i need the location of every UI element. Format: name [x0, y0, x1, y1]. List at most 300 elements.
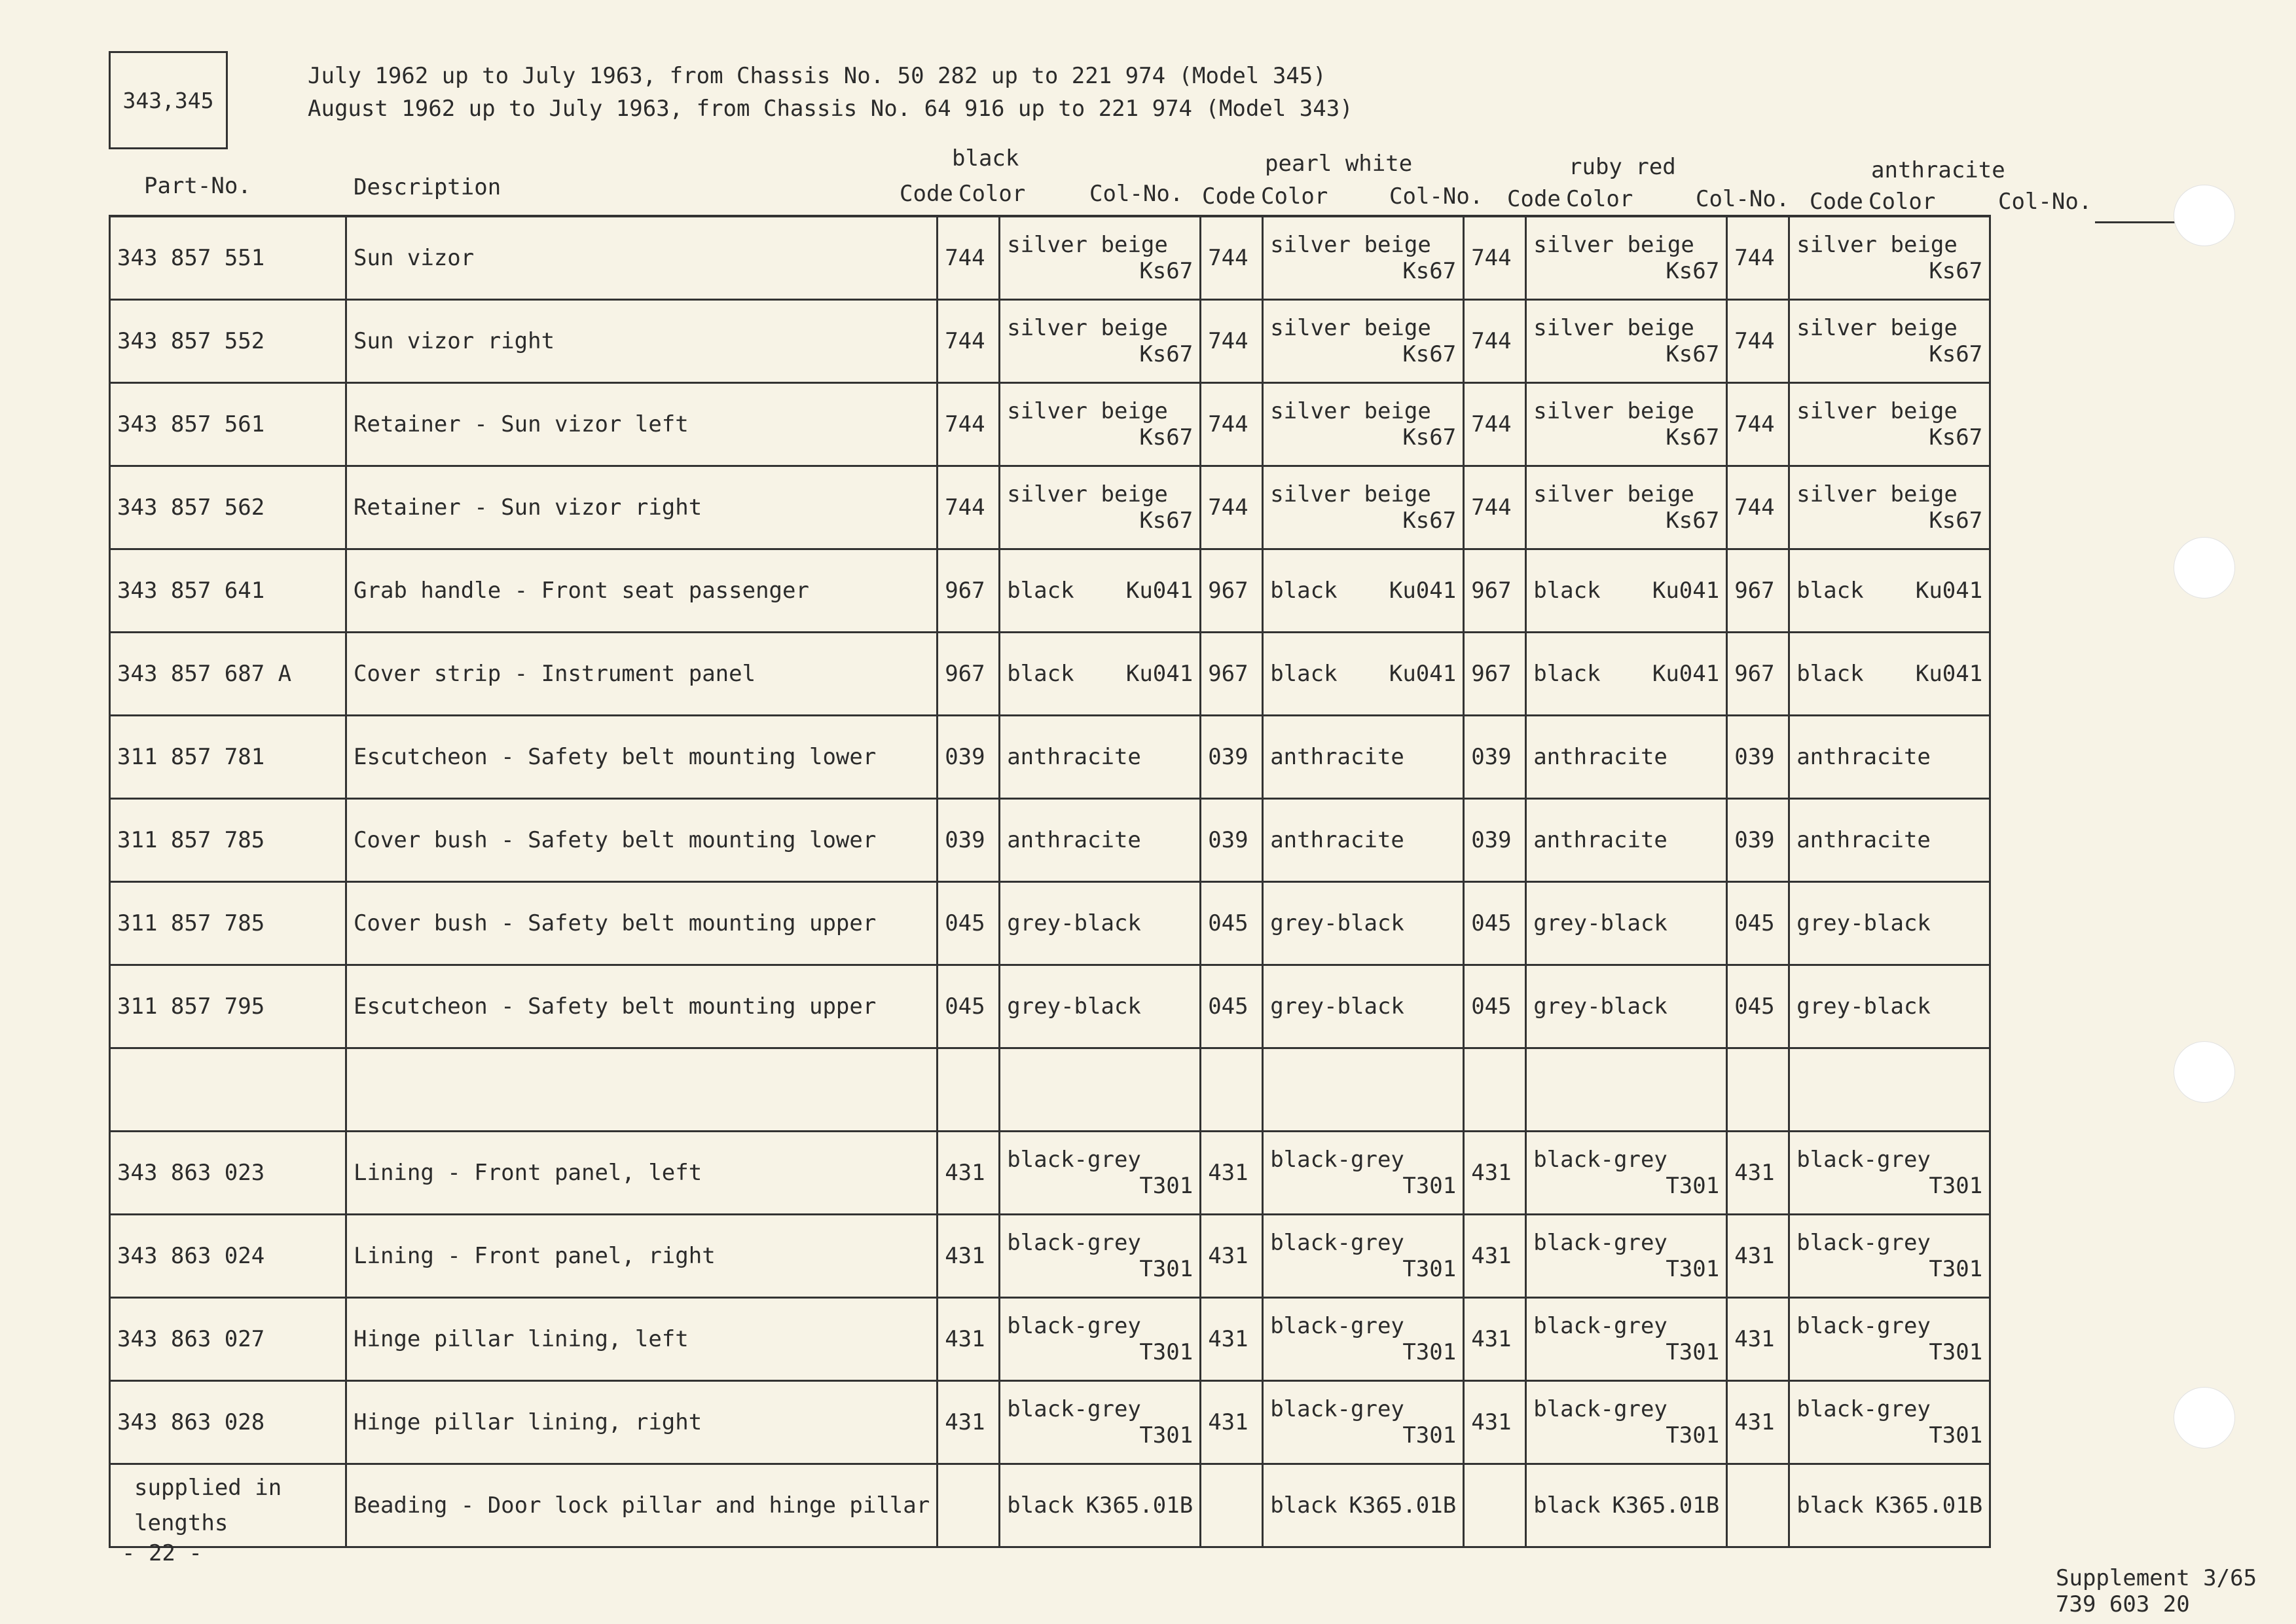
- model-number-box: [109, 51, 228, 149]
- part-number-cell: 343 857 561: [110, 383, 346, 466]
- table-row: [110, 1298, 1990, 1381]
- code-cell-anthracite: 431: [1727, 1298, 1789, 1381]
- code-cell-anthracite: 431: [1727, 1381, 1789, 1464]
- color-name: black-grey: [1007, 1396, 1141, 1422]
- color-cell-anthracite: [1789, 549, 1990, 633]
- code-cell-pearl-white: 967: [1201, 633, 1263, 716]
- color-name: black: [1270, 578, 1338, 604]
- color-cell-anthracite: [1789, 1464, 1990, 1547]
- code-cell-ruby-red: 967: [1464, 633, 1526, 716]
- color-cell-pearl-white: [1263, 549, 1464, 633]
- code-cell-ruby-red: 045: [1464, 882, 1526, 965]
- color-number: Ks67: [1402, 258, 1457, 284]
- color-name: black: [1007, 1492, 1074, 1519]
- header-code-pearl-white: Code: [1202, 183, 1256, 210]
- color-cell-pearl-white: [1263, 300, 1464, 383]
- punch-hole: [2174, 1041, 2235, 1103]
- color-name: silver beige: [1796, 315, 1958, 341]
- color-name: black-grey: [1270, 1147, 1404, 1173]
- color-number: Ku041: [1915, 661, 1983, 687]
- color-number: T301: [1139, 1256, 1194, 1282]
- color-number: Ku041: [1389, 578, 1457, 604]
- code-cell-pearl-white: [1201, 1464, 1263, 1547]
- parts-table-body: [110, 216, 1990, 1547]
- color-cell-ruby-red: [1526, 466, 1727, 549]
- color-name: silver beige: [1796, 481, 1958, 507]
- validity-line-2: August 1962 up to July 1963, from Chassis No. 64 916 up to 221 974 (Model 343): [308, 96, 1353, 122]
- color-cell-black: [1000, 300, 1201, 383]
- code-cell-anthracite: 744: [1727, 383, 1789, 466]
- code-cell-pearl-white: 431: [1201, 1298, 1263, 1381]
- code-cell-pearl-white: 744: [1201, 466, 1263, 549]
- color-cell-ruby-red: [1526, 965, 1727, 1048]
- color-number: T301: [1402, 1339, 1457, 1365]
- table-row: [110, 716, 1990, 799]
- color-cell-anthracite: [1789, 1381, 1990, 1464]
- color-name: grey-black: [1533, 993, 1667, 1020]
- code-cell-black: 039: [938, 716, 1000, 799]
- color-number: Ku041: [1389, 661, 1457, 687]
- color-name: black: [1533, 1492, 1601, 1519]
- color-name: black: [1796, 661, 1864, 687]
- code-cell-black: [938, 1464, 1000, 1547]
- header-part-no: Part-No.: [144, 173, 251, 199]
- color-name: black-grey: [1270, 1313, 1404, 1339]
- color-number: Ku041: [1652, 661, 1720, 687]
- color-name: black: [1270, 1492, 1338, 1519]
- color-name: black-grey: [1533, 1313, 1667, 1339]
- color-cell-black: [1000, 799, 1201, 882]
- color-cell-anthracite: [1789, 965, 1990, 1048]
- part-number-cell: 311 857 785: [110, 882, 346, 965]
- header-code-black: Code: [900, 181, 953, 207]
- color-cell-pearl-white: [1263, 466, 1464, 549]
- table-row: [110, 549, 1990, 633]
- description-cell: [346, 1048, 938, 1132]
- table-row: [110, 383, 1990, 466]
- table-row: [110, 1215, 1990, 1298]
- color-name: grey-black: [1007, 910, 1141, 936]
- code-cell-ruby-red: 431: [1464, 1215, 1526, 1298]
- color-number: T301: [1666, 1422, 1720, 1449]
- color-cell-anthracite: [1789, 799, 1990, 882]
- code-cell-ruby-red: 431: [1464, 1298, 1526, 1381]
- code-cell-black: 744: [938, 383, 1000, 466]
- color-cell-black: [1000, 1048, 1201, 1132]
- color-cell-black: [1000, 216, 1201, 300]
- part-number-cell: 343 863 027: [110, 1298, 346, 1381]
- code-cell-ruby-red: 039: [1464, 799, 1526, 882]
- code-cell-black: 744: [938, 216, 1000, 300]
- color-name: black-grey: [1270, 1396, 1404, 1422]
- color-name: anthracite: [1007, 827, 1141, 853]
- color-cell-ruby-red: [1526, 300, 1727, 383]
- code-cell-ruby-red: 431: [1464, 1132, 1526, 1215]
- color-cell-pearl-white: [1263, 1132, 1464, 1215]
- color-number: Ks67: [1139, 258, 1194, 284]
- color-cell-ruby-red: [1526, 799, 1727, 882]
- color-number: T301: [1402, 1173, 1457, 1199]
- code-cell-pearl-white: 431: [1201, 1132, 1263, 1215]
- color-name: grey-black: [1796, 910, 1931, 936]
- description-cell: Lining - Front panel, left: [346, 1132, 938, 1215]
- color-cell-anthracite: [1789, 216, 1990, 300]
- code-cell-anthracite: 744: [1727, 300, 1789, 383]
- table-row: [110, 1048, 1990, 1132]
- code-cell-black: 967: [938, 633, 1000, 716]
- code-cell-ruby-red: [1464, 1464, 1526, 1547]
- part-number-cell: [110, 1464, 346, 1547]
- color-number: Ks67: [1139, 341, 1194, 367]
- color-cell-ruby-red: [1526, 1298, 1727, 1381]
- code-cell-pearl-white: 967: [1201, 549, 1263, 633]
- color-cell-anthracite: [1789, 383, 1990, 466]
- supplement-label: Supplement 3/65: [2056, 1565, 2257, 1591]
- group-header-anthracite: anthracite: [1871, 157, 2005, 183]
- color-cell-anthracite: [1789, 882, 1990, 965]
- table-row: [110, 882, 1990, 965]
- color-cell-pearl-white: [1263, 1381, 1464, 1464]
- color-number: T301: [1666, 1256, 1720, 1282]
- group-header-pearl-white: pearl white: [1265, 151, 1413, 177]
- color-cell-pearl-white: [1263, 716, 1464, 799]
- color-name: black-grey: [1796, 1147, 1931, 1173]
- color-number: Ks67: [1666, 258, 1720, 284]
- header-color-anthracite: Color: [1868, 189, 1936, 215]
- color-name: grey-black: [1533, 910, 1667, 936]
- color-name: black-grey: [1796, 1313, 1931, 1339]
- color-name: black: [1007, 578, 1074, 604]
- code-cell-pearl-white: 431: [1201, 1215, 1263, 1298]
- color-name: silver beige: [1007, 232, 1168, 258]
- code-cell-ruby-red: [1464, 1048, 1526, 1132]
- color-number: Ks67: [1139, 507, 1194, 534]
- code-cell-black: 431: [938, 1298, 1000, 1381]
- color-name: silver beige: [1007, 398, 1168, 424]
- color-number: Ks67: [1929, 507, 1983, 534]
- part-number-line: supplied in: [134, 1475, 282, 1501]
- color-cell-ruby-red: [1526, 1132, 1727, 1215]
- code-cell-ruby-red: 967: [1464, 549, 1526, 633]
- code-cell-pearl-white: 045: [1201, 882, 1263, 965]
- color-number: T301: [1929, 1173, 1983, 1199]
- color-cell-black: [1000, 1215, 1201, 1298]
- color-name: silver beige: [1270, 481, 1431, 507]
- code-cell-black: 431: [938, 1215, 1000, 1298]
- color-name: silver beige: [1533, 481, 1694, 507]
- code-cell-ruby-red: 744: [1464, 383, 1526, 466]
- code-cell-black: 431: [938, 1132, 1000, 1215]
- code-cell-ruby-red: 744: [1464, 466, 1526, 549]
- description-cell: Beading - Door lock pillar and hinge pillar: [346, 1464, 938, 1547]
- color-cell-black: [1000, 965, 1201, 1048]
- code-cell-pearl-white: 744: [1201, 383, 1263, 466]
- header-colno-black: Col-No.: [1089, 181, 1184, 207]
- color-number: T301: [1139, 1339, 1194, 1365]
- table-row: [110, 1381, 1990, 1464]
- code-cell-pearl-white: 045: [1201, 965, 1263, 1048]
- table-row: [110, 216, 1990, 300]
- color-name: black-grey: [1007, 1313, 1141, 1339]
- color-cell-anthracite: [1789, 1048, 1990, 1132]
- table-row: [110, 1464, 1990, 1547]
- color-cell-pearl-white: [1263, 1215, 1464, 1298]
- color-number: T301: [1929, 1339, 1983, 1365]
- part-number-cell: 343 857 551: [110, 216, 346, 300]
- table-row: [110, 965, 1990, 1048]
- color-name: anthracite: [1007, 744, 1141, 770]
- color-name: anthracite: [1533, 744, 1667, 770]
- page-number: - 22 -: [122, 1540, 202, 1566]
- color-name: silver beige: [1007, 481, 1168, 507]
- color-cell-black: [1000, 1298, 1201, 1381]
- color-number: T301: [1666, 1173, 1720, 1199]
- color-name: anthracite: [1533, 827, 1667, 853]
- color-cell-pearl-white: [1263, 383, 1464, 466]
- code-cell-pearl-white: 039: [1201, 799, 1263, 882]
- code-cell-pearl-white: 431: [1201, 1381, 1263, 1464]
- code-cell-anthracite: 045: [1727, 965, 1789, 1048]
- description-cell: Grab handle - Front seat passenger: [346, 549, 938, 633]
- color-name: silver beige: [1533, 398, 1694, 424]
- code-cell-black: 039: [938, 799, 1000, 882]
- code-cell-anthracite: 967: [1727, 633, 1789, 716]
- color-cell-anthracite: [1789, 1215, 1990, 1298]
- color-cell-pearl-white: [1263, 633, 1464, 716]
- color-number: Ks67: [1666, 507, 1720, 534]
- color-cell-anthracite: [1789, 716, 1990, 799]
- color-name: silver beige: [1796, 398, 1958, 424]
- color-cell-anthracite: [1789, 633, 1990, 716]
- description-cell: Cover strip - Instrument panel: [346, 633, 938, 716]
- color-cell-ruby-red: [1526, 549, 1727, 633]
- color-number: Ks67: [1666, 341, 1720, 367]
- group-header-black: black: [952, 145, 1019, 172]
- color-number: T301: [1929, 1422, 1983, 1449]
- header-colno-ruby-red: Col-No.: [1696, 186, 1790, 212]
- color-name: black: [1533, 578, 1601, 604]
- color-number: T301: [1929, 1256, 1983, 1282]
- color-name: silver beige: [1007, 315, 1168, 341]
- code-cell-anthracite: 431: [1727, 1132, 1789, 1215]
- punch-hole: [2174, 537, 2235, 599]
- code-cell-pearl-white: 039: [1201, 716, 1263, 799]
- color-name: silver beige: [1270, 398, 1431, 424]
- part-number-cell: 343 857 641: [110, 549, 346, 633]
- color-cell-pearl-white: [1263, 1298, 1464, 1381]
- description-cell: Retainer - Sun vizor right: [346, 466, 938, 549]
- description-cell: Cover bush - Safety belt mounting upper: [346, 882, 938, 965]
- code-cell-anthracite: 744: [1727, 216, 1789, 300]
- code-cell-black: 744: [938, 466, 1000, 549]
- color-name: anthracite: [1270, 827, 1404, 853]
- color-number: Ks67: [1402, 341, 1457, 367]
- color-cell-anthracite: [1789, 300, 1990, 383]
- header-color-black: Color: [958, 181, 1026, 207]
- color-name: black: [1796, 578, 1864, 604]
- code-cell-black: 431: [938, 1381, 1000, 1464]
- code-cell-anthracite: 744: [1727, 466, 1789, 549]
- color-number: Ks67: [1402, 507, 1457, 534]
- header-description: Description: [354, 174, 501, 200]
- description-cell: Lining - Front panel, right: [346, 1215, 938, 1298]
- color-cell-pearl-white: [1263, 1464, 1464, 1547]
- color-name: black-grey: [1007, 1147, 1141, 1173]
- validity-line-1: July 1962 up to July 1963, from Chassis No. 50 282 up to 221 974 (Model 345): [308, 63, 1326, 89]
- color-cell-pearl-white: [1263, 216, 1464, 300]
- code-cell-pearl-white: 744: [1201, 216, 1263, 300]
- color-cell-black: [1000, 1464, 1201, 1547]
- description-cell: Escutcheon - Safety belt mounting upper: [346, 965, 938, 1048]
- color-number: T301: [1139, 1173, 1194, 1199]
- color-name: grey-black: [1270, 993, 1404, 1020]
- color-name: silver beige: [1270, 315, 1431, 341]
- description-cell: Hinge pillar lining, left: [346, 1298, 938, 1381]
- code-cell-ruby-red: 744: [1464, 216, 1526, 300]
- color-name: black: [1533, 661, 1601, 687]
- code-cell-black: 744: [938, 300, 1000, 383]
- part-number-cell: 343 857 687 A: [110, 633, 346, 716]
- part-number-cell: 311 857 785: [110, 799, 346, 882]
- description-cell: Escutcheon - Safety belt mounting lower: [346, 716, 938, 799]
- description-cell: Retainer - Sun vizor left: [346, 383, 938, 466]
- color-name: black-grey: [1796, 1230, 1931, 1256]
- description-cell: Sun vizor: [346, 216, 938, 300]
- color-name: black-grey: [1796, 1396, 1931, 1422]
- code-cell-ruby-red: 431: [1464, 1381, 1526, 1464]
- color-number: Ks67: [1666, 424, 1720, 451]
- color-number: K365.01B: [1875, 1492, 1983, 1519]
- color-cell-black: [1000, 716, 1201, 799]
- color-cell-ruby-red: [1526, 383, 1727, 466]
- part-number-cell: 311 857 781: [110, 716, 346, 799]
- color-cell-pearl-white: [1263, 965, 1464, 1048]
- code-cell-ruby-red: 744: [1464, 300, 1526, 383]
- color-number: Ks67: [1929, 424, 1983, 451]
- color-cell-pearl-white: [1263, 799, 1464, 882]
- color-cell-anthracite: [1789, 466, 1990, 549]
- header-code-ruby-red: Code: [1507, 186, 1561, 212]
- code-cell-black: 967: [938, 549, 1000, 633]
- color-number: Ku041: [1125, 578, 1194, 604]
- color-cell-ruby-red: [1526, 1048, 1727, 1132]
- code-cell-black: 045: [938, 965, 1000, 1048]
- color-name: black: [1007, 661, 1074, 687]
- color-number: K365.01B: [1085, 1492, 1194, 1519]
- part-number-cell: 343 863 023: [110, 1132, 346, 1215]
- color-cell-black: [1000, 466, 1201, 549]
- color-cell-black: [1000, 1132, 1201, 1215]
- color-number: Ku041: [1915, 578, 1983, 604]
- color-name: black-grey: [1533, 1230, 1667, 1256]
- color-name: grey-black: [1007, 993, 1141, 1020]
- punch-hole: [2174, 1387, 2235, 1449]
- part-number-cell: 343 857 552: [110, 300, 346, 383]
- supplement-note: [2056, 1565, 2257, 1617]
- color-cell-black: [1000, 1381, 1201, 1464]
- part-number-cell: 311 857 795: [110, 965, 346, 1048]
- header-color-pearl-white: Color: [1261, 183, 1328, 210]
- color-cell-ruby-red: [1526, 1464, 1727, 1547]
- code-cell-anthracite: 431: [1727, 1215, 1789, 1298]
- code-cell-anthracite: 045: [1727, 882, 1789, 965]
- color-cell-pearl-white: [1263, 1048, 1464, 1132]
- color-number: T301: [1402, 1422, 1457, 1449]
- color-name: silver beige: [1270, 232, 1431, 258]
- color-cell-ruby-red: [1526, 716, 1727, 799]
- code-cell-anthracite: [1727, 1048, 1789, 1132]
- color-cell-anthracite: [1789, 1132, 1990, 1215]
- code-cell-anthracite: [1727, 1464, 1789, 1547]
- punch-hole: [2174, 185, 2235, 246]
- code-cell-pearl-white: 744: [1201, 300, 1263, 383]
- code-cell-black: [938, 1048, 1000, 1132]
- part-number-cell: 343 863 024: [110, 1215, 346, 1298]
- color-cell-ruby-red: [1526, 1381, 1727, 1464]
- table-row: [110, 799, 1990, 882]
- color-number: K365.01B: [1612, 1492, 1720, 1519]
- color-name: black-grey: [1007, 1230, 1141, 1256]
- color-cell-ruby-red: [1526, 633, 1727, 716]
- description-cell: Cover bush - Safety belt mounting lower: [346, 799, 938, 882]
- color-cell-anthracite: [1789, 1298, 1990, 1381]
- header-colno-pearl-white: Col-No.: [1389, 183, 1484, 210]
- code-cell-anthracite: 039: [1727, 716, 1789, 799]
- part-number-line: lengths: [134, 1510, 228, 1536]
- color-name: anthracite: [1796, 827, 1931, 853]
- color-number: Ks67: [1929, 258, 1983, 284]
- code-cell-ruby-red: 039: [1464, 716, 1526, 799]
- color-name: silver beige: [1533, 232, 1694, 258]
- header-color-ruby-red: Color: [1566, 186, 1633, 212]
- color-cell-ruby-red: [1526, 1215, 1727, 1298]
- table-row: [110, 466, 1990, 549]
- color-cell-black: [1000, 549, 1201, 633]
- color-name: black: [1270, 661, 1338, 687]
- color-number: T301: [1402, 1256, 1457, 1282]
- color-name: black-grey: [1270, 1230, 1404, 1256]
- code-cell-black: 045: [938, 882, 1000, 965]
- color-cell-black: [1000, 633, 1201, 716]
- color-name: anthracite: [1796, 744, 1931, 770]
- part-number-cell: [110, 1048, 346, 1132]
- parts-table: [109, 215, 1991, 1548]
- code-cell-pearl-white: [1201, 1048, 1263, 1132]
- color-name: black-grey: [1533, 1396, 1667, 1422]
- color-number: K365.01B: [1349, 1492, 1457, 1519]
- header-code-anthracite: Code: [1810, 189, 1863, 215]
- code-cell-anthracite: 967: [1727, 549, 1789, 633]
- color-number: Ku041: [1125, 661, 1194, 687]
- color-name: silver beige: [1533, 315, 1694, 341]
- color-number: Ks67: [1402, 424, 1457, 451]
- description-cell: Sun vizor right: [346, 300, 938, 383]
- color-cell-black: [1000, 383, 1201, 466]
- color-name: grey-black: [1270, 910, 1404, 936]
- code-cell-ruby-red: 045: [1464, 965, 1526, 1048]
- part-number-cell: 343 857 562: [110, 466, 346, 549]
- table-row: [110, 633, 1990, 716]
- color-number: T301: [1666, 1339, 1720, 1365]
- color-number: Ks67: [1139, 424, 1194, 451]
- table-row: [110, 1132, 1990, 1215]
- color-name: black: [1796, 1492, 1864, 1519]
- color-name: black-grey: [1533, 1147, 1667, 1173]
- group-header-ruby-red: ruby red: [1569, 154, 1676, 180]
- code-cell-anthracite: 039: [1727, 799, 1789, 882]
- header-colno-anthracite: Col-No.: [1998, 189, 2092, 215]
- color-cell-ruby-red: [1526, 216, 1727, 300]
